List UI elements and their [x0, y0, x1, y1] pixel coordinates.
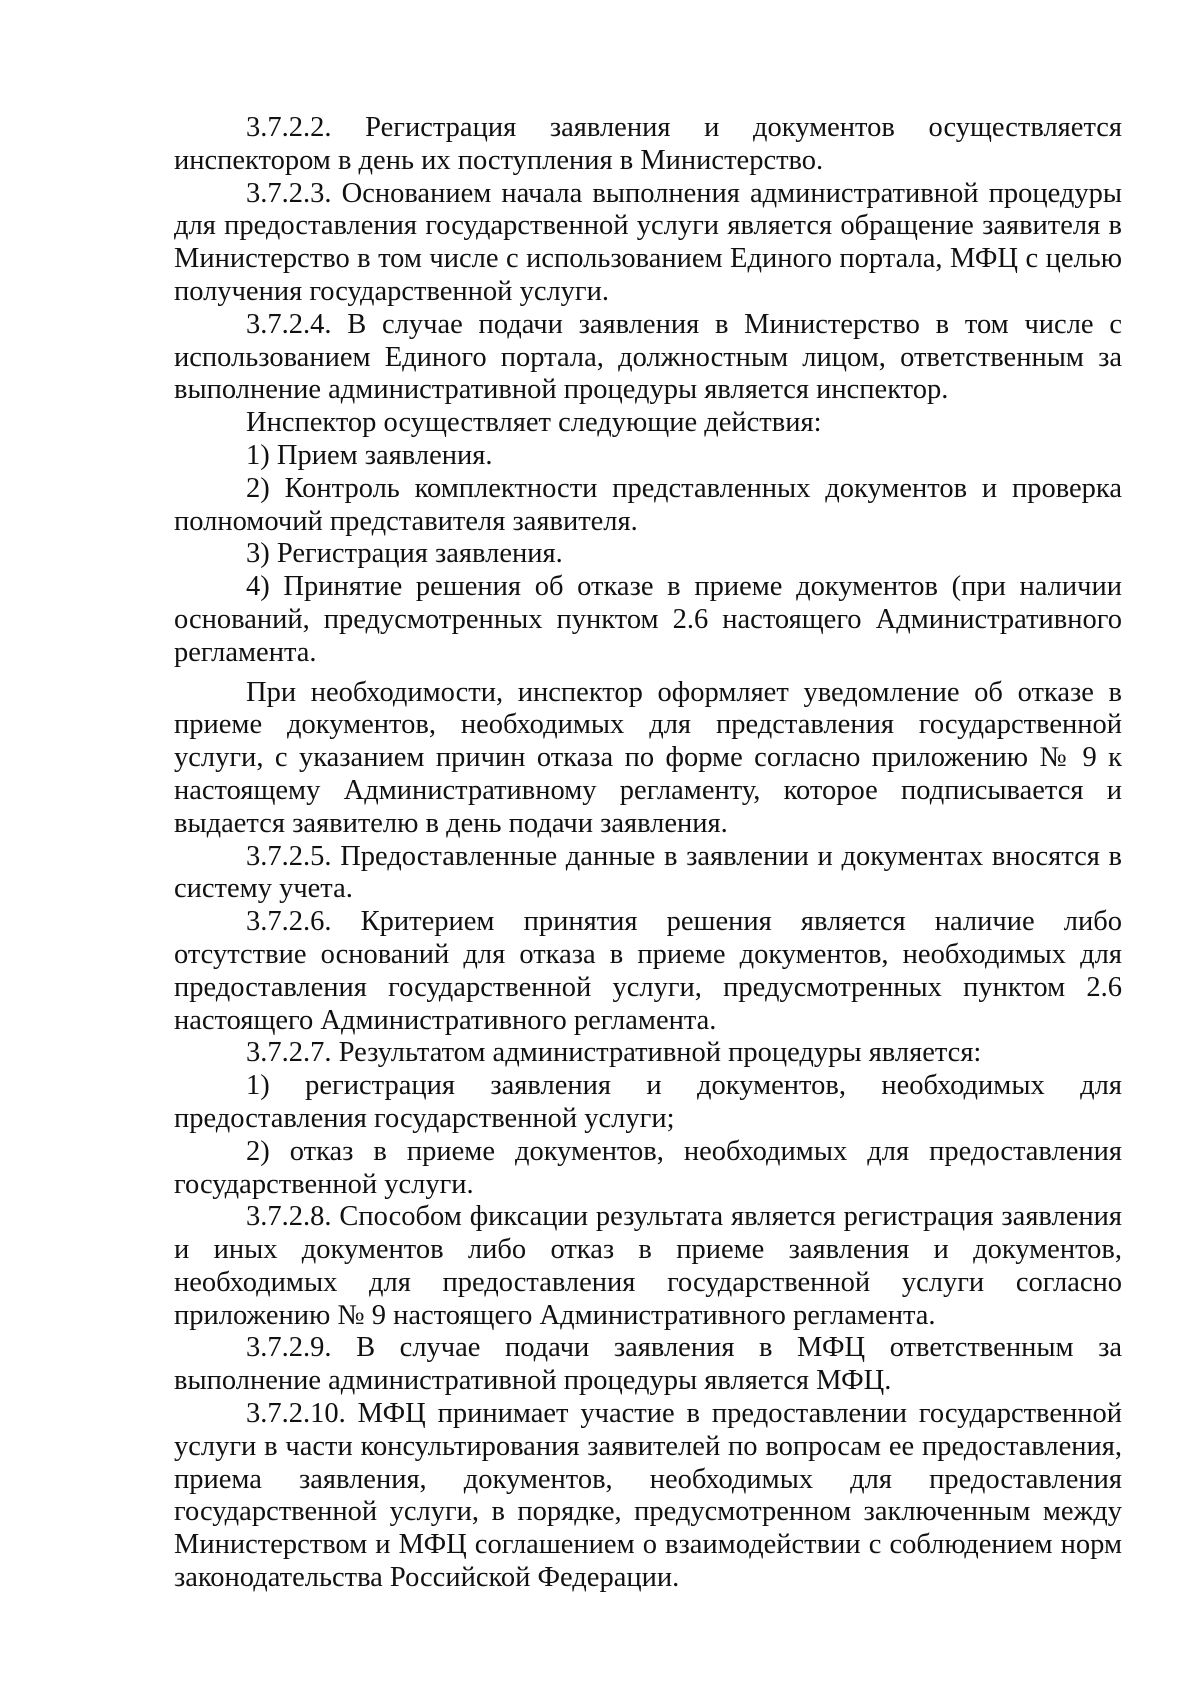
list-item-2: 2) Контроль комплектности представленных документов и проверка полномочий представителя заявителя.	[174, 472, 1122, 537]
paragraph-3-7-2-3: 3.7.2.3. Основанием начала выполнения административной процедуры для предоставления государственной услуги является обращение заявителя в Министерство в том числе с использованием Единого портала, МФЦ с целью получения государственной услуги.	[174, 177, 1122, 307]
document-body	[174, 112, 1122, 1595]
paragraph-3-7-2-4: 3.7.2.4. В случае подачи заявления в Министерство в том числе с использованием Единого портала, должностным лицом, ответственным за выполнение административной процедуры является инспектор.	[174, 308, 1122, 406]
paragraph-inspector-actions: Инспектор осуществляет следующие действия:	[246, 407, 822, 439]
result-item-1: 1) регистрация заявления и документов, необходимых для предоставления государственной услуги;	[174, 1070, 1122, 1134]
list-item-1: 1) Прием заявления.	[246, 439, 493, 471]
list-item-4: 4) Принятие решения об отказе в приеме документов (при наличии оснований, предусмотренных пунктом 2.6 настоящего Административного регламента.	[174, 571, 1122, 668]
paragraph-3-7-2-9: 3.7.2.9. В случае подачи заявления в МФЦ ответственным за выполнение административной процедуры является МФЦ.	[174, 1332, 1122, 1397]
result-item-2: 2) отказ в приеме документов, необходимых для предоставления государственной услуги.	[174, 1135, 1122, 1200]
paragraph-refusal-notice: При необходимости, инспектор оформляет уведомление об отказе в приеме документов, необходимых для представления государственной услуги, с указанием причин отказа по форме согласно приложению № 9 к настоящему Административному регламенту, которое подписывается и выдается заявителю в день подачи заявления.	[174, 676, 1122, 839]
paragraph-3-7-2-8: 3.7.2.8. Способом фиксации результата является регистрация заявления и иных документов либо отказ в приеме заявления и документов, необходимых для предоставления государственной услуги согласно приложению № 9 настоящего Административного регламента.	[174, 1201, 1122, 1331]
paragraph-3-7-2-6: 3.7.2.6. Критерием принятия решения является наличие либо отсутствие оснований для отказа в приеме документов, необходимых для предоставления государственной услуги, предусмотренных пунктом 2.6 настоящего Административного регламента.	[174, 906, 1122, 1036]
paragraph-3-7-2-2: 3.7.2.2. Регистрация заявления и документов осуществляется инспектором в день их поступления в Министерство.	[174, 112, 1122, 176]
paragraph-3-7-2-7: 3.7.2.7. Результатом административной процедуры является:	[246, 1037, 982, 1069]
paragraph-3-7-2-5: 3.7.2.5. Предоставленные данные в заявлении и документах вносятся в систему учета.	[174, 840, 1122, 905]
list-item-3: 3) Регистрация заявления.	[246, 538, 563, 570]
paragraph-3-7-2-10: 3.7.2.10. МФЦ принимает участие в предоставлении государственной услуги в части консультирования заявителей по вопросам ее предоставления, приема заявления, документов, необходимых для предоставления государственной услуги, в порядке, предусмотренном заключенным между Министерством и МФЦ соглашением о взаимодействии с соблюдением норм законодательства Российской Федерации.	[174, 1398, 1122, 1594]
